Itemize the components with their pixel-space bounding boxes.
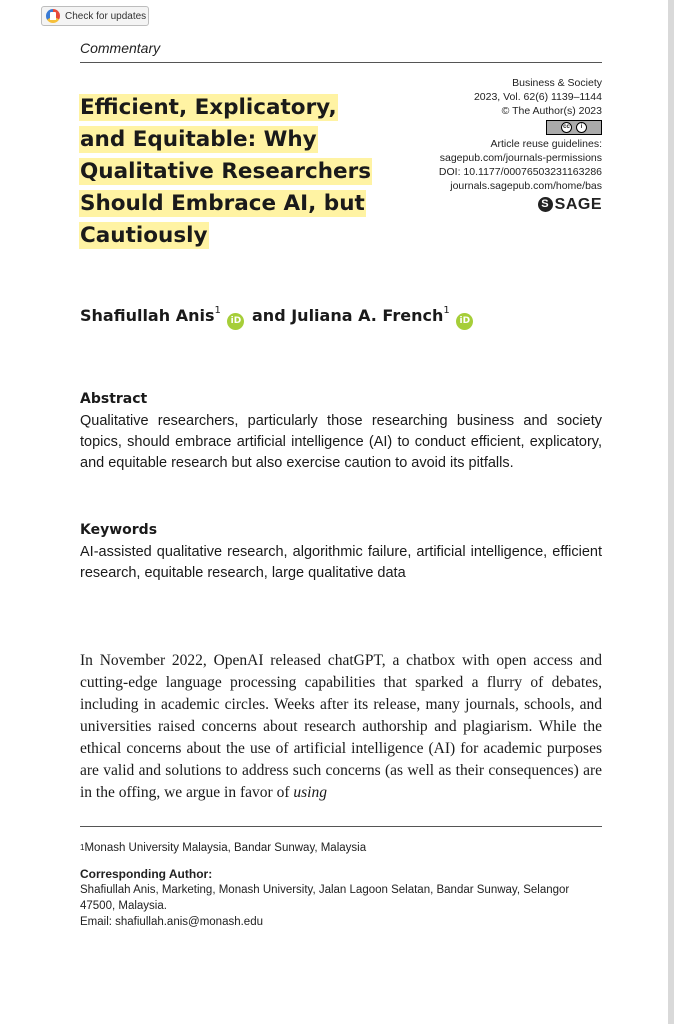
affiliation-marker: 1 [443, 305, 450, 316]
reuse-guidelines-label: Article reuse guidelines: [490, 138, 602, 150]
abstract-text: Qualitative researchers, particularly those researching business and society topics, should embrace artificial intelligence (AI) to conduct efficient, explicatory, and equitable research but also exercise caution to avoid its pitfalls. [80, 413, 602, 471]
keywords-text: AI-assisted qualitative research, algorithmic failure, artificial intelligence, efficient research, equitable research, large qualitative data [80, 544, 602, 581]
journal-volume: 2023, Vol. 62(6) 1139–1144 [473, 91, 602, 103]
author-name[interactable]: Juliana A. French [291, 306, 444, 325]
publisher-logo [538, 197, 602, 212]
cc-icon: cc [561, 122, 572, 133]
affiliation-footnote [80, 840, 610, 856]
article-type: Commentary [80, 40, 161, 56]
body-text: In November 2022, OpenAI released chatGPT, a chatbox with open access and cutting-edge language processing capabilities that sparked a flurry of debates, including in academic circles. Weeks after its release, many journals, schools, and universities raised concerns about research authorship and plagiarism. While the ethical concerns about the use of artificial intelligence (AI) for academic purposes are valid and solutions to address such concerns (as well as their consequences) are in the offing, we argue in favor of [80, 652, 602, 801]
sage-logo-icon: S [538, 197, 553, 212]
copyright: © The Author(s) 2023 [501, 105, 602, 117]
title-line: Should Embrace AI, but [80, 191, 365, 216]
affiliation-marker: 1 [214, 305, 221, 316]
publisher-name: SAGE [554, 195, 602, 213]
journal-home-link[interactable]: journals.sagepub.com/home/bas [450, 180, 602, 192]
orcid-icon[interactable]: iD [227, 313, 244, 330]
body-paragraph [80, 650, 602, 804]
author-name[interactable]: Shafiullah Anis [80, 306, 215, 325]
body-emphasis: using [293, 784, 327, 801]
corresponding-author-details [80, 882, 610, 930]
attribution-icon: i [576, 122, 587, 133]
permissions-link[interactable]: sagepub.com/journals-permissions [439, 152, 602, 164]
title-line: Efficient, Explicatory, [80, 95, 337, 120]
orcid-icon[interactable]: iD [456, 313, 473, 330]
page-edge [668, 0, 674, 1024]
corresponding-address-line: Shafiullah Anis, Marketing, Monash University, Jalan Lagoon Selatan, Bandar Sunway, Selangor [80, 884, 570, 896]
check-for-updates-button[interactable] [41, 6, 149, 26]
abstract-heading: Abstract [80, 391, 148, 407]
corresponding-address-line: 47500, Malaysia. [80, 900, 167, 912]
keywords-heading: Keywords [80, 522, 158, 538]
journal-metadata [342, 76, 602, 212]
author-list [80, 306, 475, 330]
affiliation-text: Monash University Malaysia, Bandar Sunway, Malaysia [84, 842, 367, 854]
journal-name: Business & Society [512, 77, 602, 89]
affiliation-marker: 1 [80, 843, 85, 852]
footnote-divider [80, 826, 602, 827]
check-for-updates-label: Check for updates [65, 10, 147, 22]
title-line: Qualitative Researchers [80, 159, 372, 184]
title-line: and Equitable: Why [80, 127, 317, 152]
author-joiner: and [252, 306, 286, 325]
title-line: Cautiously [80, 223, 208, 248]
doi-link[interactable]: DOI: 10.1177/00076503231163286 [438, 166, 602, 178]
corresponding-author-heading: Corresponding Author: [80, 867, 213, 881]
crossmark-icon [46, 9, 60, 23]
header-divider [80, 62, 602, 63]
creative-commons-license-icon[interactable] [546, 120, 602, 135]
corresponding-email[interactable]: Email: shafiullah.anis@monash.edu [80, 916, 263, 928]
